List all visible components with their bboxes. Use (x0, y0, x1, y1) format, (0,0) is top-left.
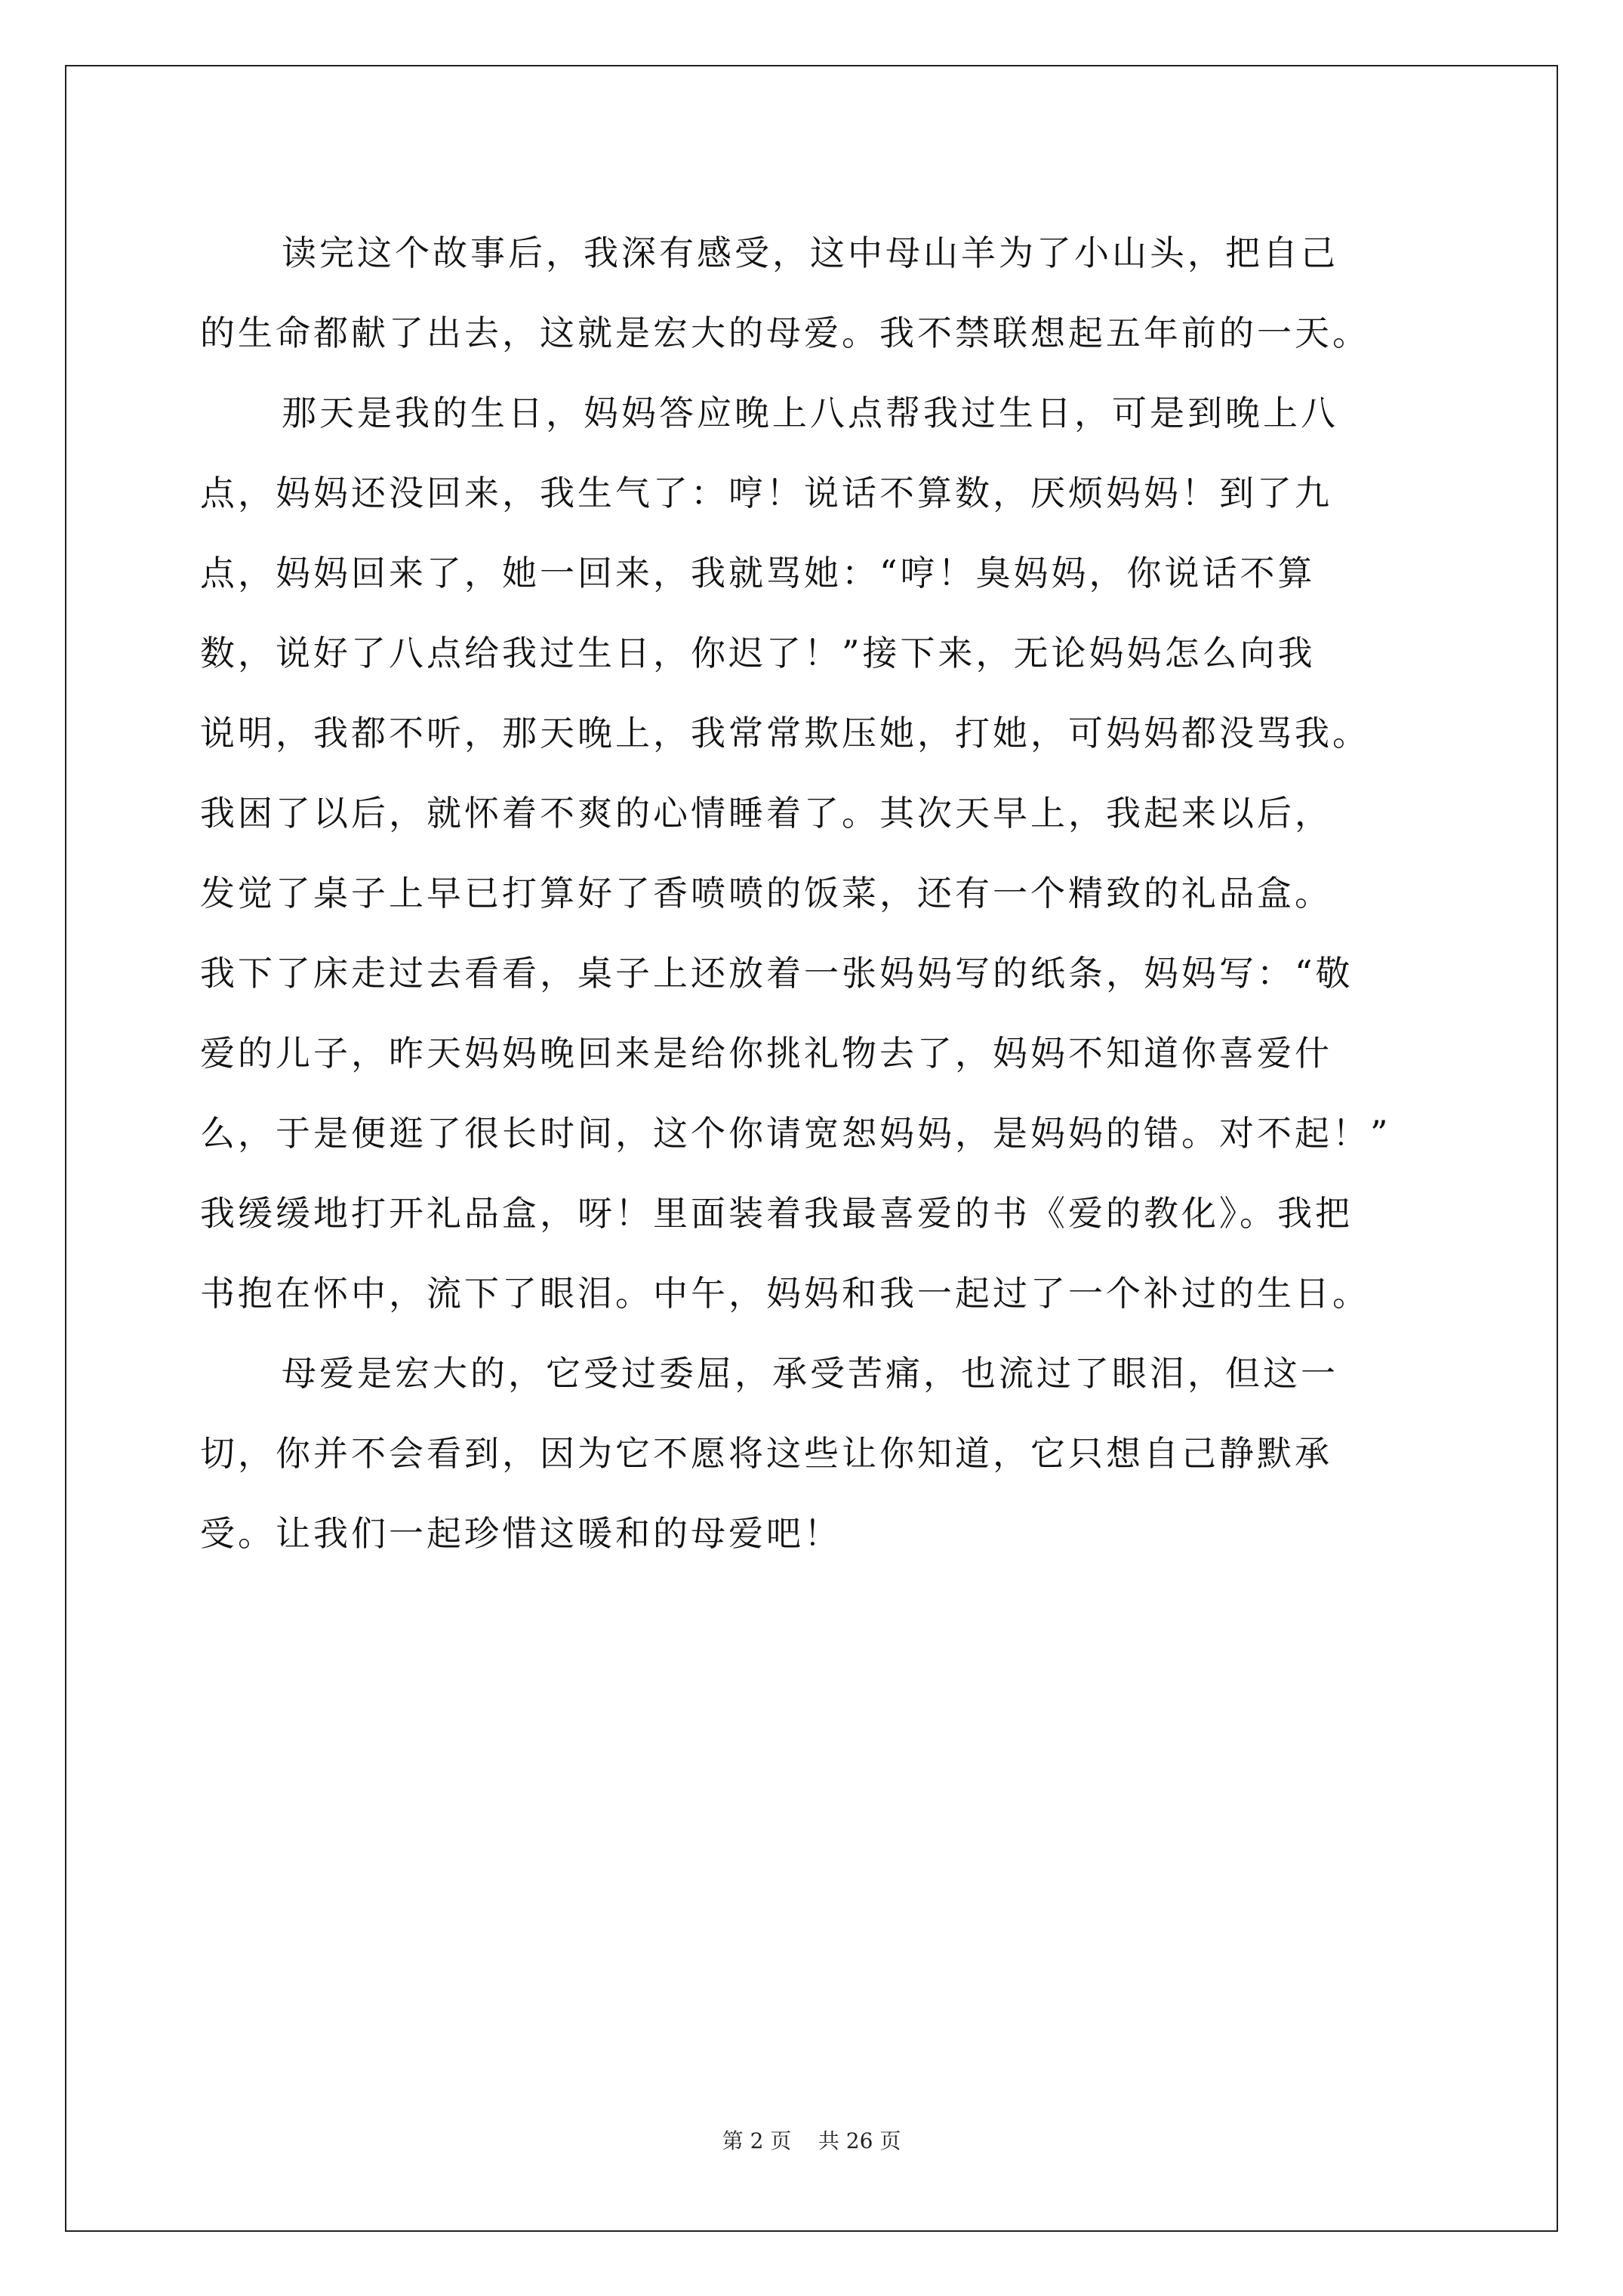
page-number-footer: 第 2 页 共 26 页 (722, 2128, 901, 2153)
paragraph-line: 爱的儿子，昨天妈妈晚回来是给你挑礼物去了，妈妈不知道你喜爱什 (200, 1033, 1332, 1074)
document-body (200, 219, 1423, 1579)
paragraph-line: 受。让我们一起珍惜这暖和的母爱吧！ (200, 1513, 842, 1554)
paragraph-line: 我困了以后，就怀着不爽的心情睡着了。其次天早上，我起来以后， (200, 793, 1332, 834)
paragraph-line: 那天是我的生日，妈妈答应晚上八点帮我过生日，可是到晚上八 (282, 393, 1338, 433)
paragraph-line: 点，妈妈还没回来，我生气了：哼！说话不算数，厌烦妈妈！到了九 (200, 473, 1332, 513)
paragraph-line: 切，你并不会看到，因为它不愿将这些让你知道，它只想自己静默承 (200, 1433, 1332, 1474)
paragraph-line: 的生命都献了出去，这就是宏大的母爱。我不禁联想起五年前的一天。 (200, 313, 1370, 353)
paragraph-line: 我下了床走过去看看，桌子上还放着一张妈妈写的纸条，妈妈写：“敬 (200, 953, 1354, 994)
paragraph-line: 母爱是宏大的，它受过委屈，承受苦痛，也流过了眼泪，但这一 (282, 1353, 1338, 1394)
paragraph-line: 数，说好了八点给我过生日，你迟了！”接下来，无论妈妈怎么向我 (200, 633, 1316, 673)
paragraph-line: 发觉了桌子上早已打算好了香喷喷的饭菜，还有一个精致的礼品盒。 (200, 873, 1332, 914)
paragraph-line: 点，妈妈回来了，她一回来，我就骂她：“哼！臭妈妈，你说话不算 (200, 553, 1316, 593)
paragraph-line: 读完这个故事后，我深有感受，这中母山羊为了小山头，把自己 (282, 233, 1338, 273)
paragraph-line: 书抱在怀中，流下了眼泪。中午，妈妈和我一起过了一个补过的生日。 (200, 1273, 1370, 1314)
paragraph-line: 说明，我都不听，那天晚上，我常常欺压她，打她，可妈妈都没骂我。 (200, 713, 1370, 754)
paragraph-line: 我缓缓地打开礼品盒，呀！里面装着我最喜爱的书《爱的教化》。我把 (200, 1193, 1353, 1234)
paragraph-line: 么，于是便逛了很长时间，这个你请宽恕妈妈，是妈妈的错。对不起！” (200, 1113, 1391, 1154)
